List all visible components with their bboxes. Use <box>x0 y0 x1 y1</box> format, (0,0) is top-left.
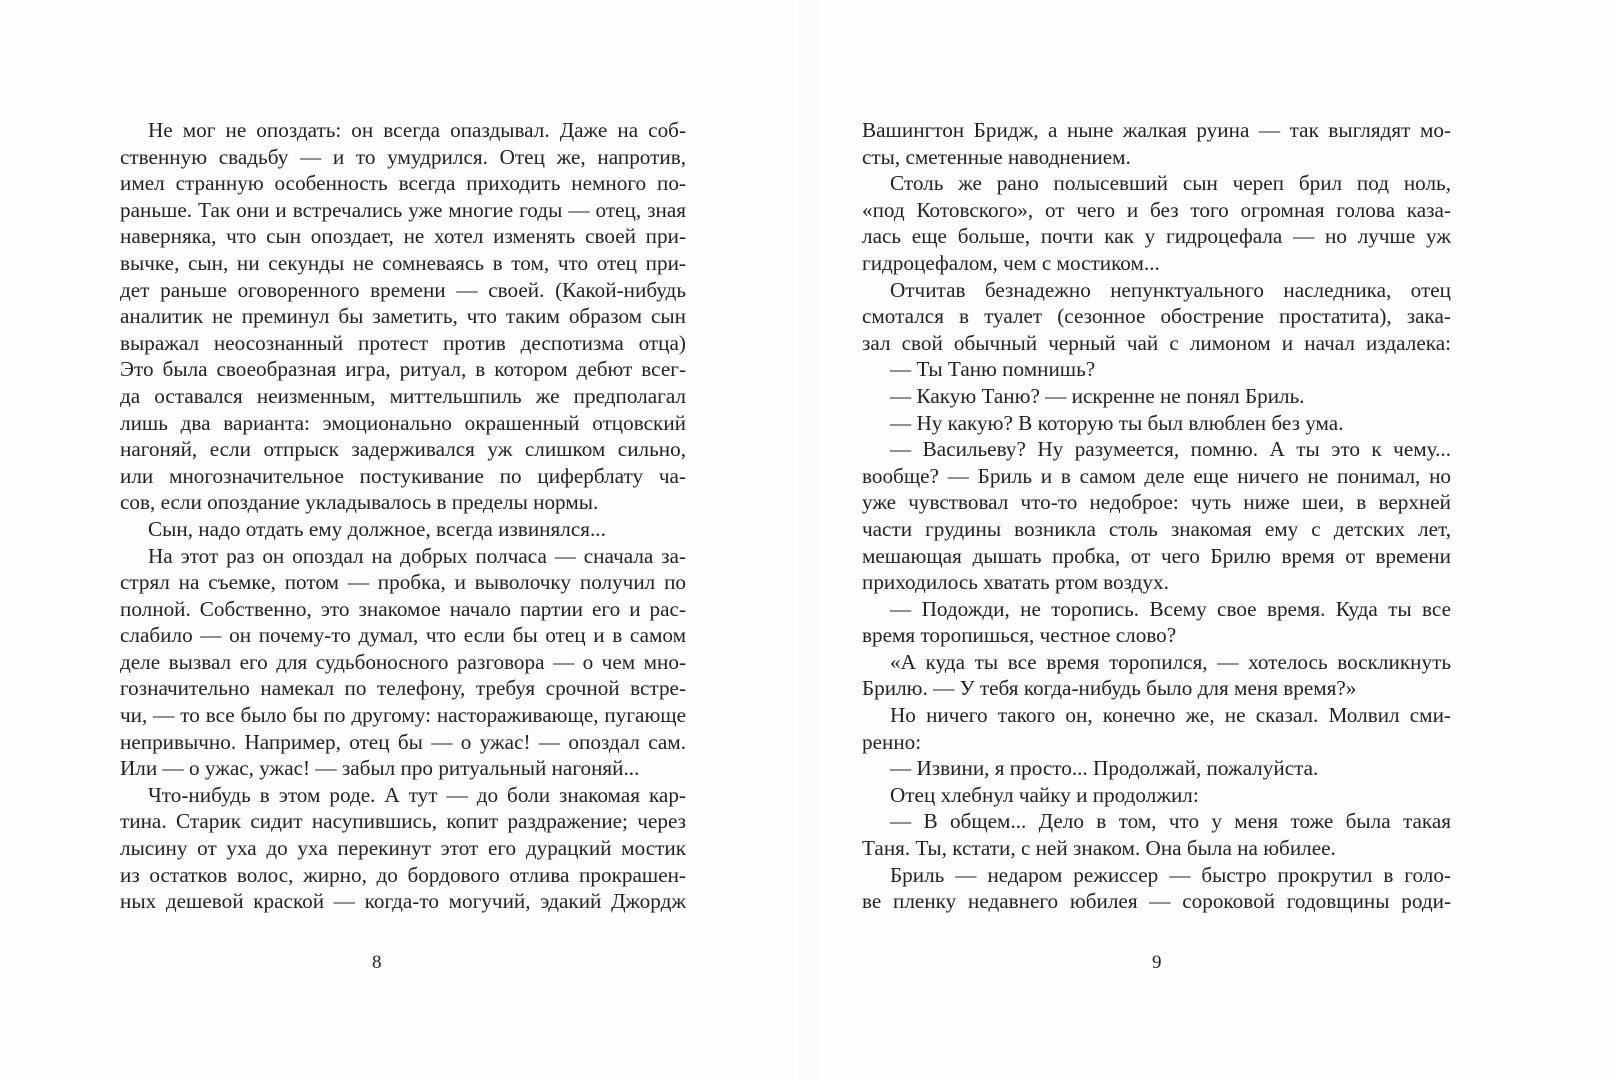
text-line: приходилось хватать ртом воздух. <box>862 570 1169 595</box>
text-line: — Извини, я просто... Продолжай, пожалуйста. <box>890 756 1319 781</box>
text-line: сов, если опоздание укладывалось в пределы нормы. <box>120 490 599 515</box>
text-line: из остатков волос, жирно, до бордового отлива прокрашен- <box>120 862 686 887</box>
text-line: «под Котовского», от чего и без того огромная голова каза- <box>862 197 1451 222</box>
text-line: Отчитав безнадежно непунктуального наследника, отец <box>890 277 1451 302</box>
text-line: гозначительно намекал по телефону, требуя срочной встре- <box>120 676 686 701</box>
text-line: слабило — он почему-то думал, что если бы отец и в самом <box>120 623 686 648</box>
text-line: Но ничего такого он, конечно же, не сказал. Молвил сми- <box>890 703 1451 728</box>
text-line: вычке, сын, ни секунды не сомневаясь в том, что отец при- <box>120 250 686 275</box>
text-line: — Какую Таню? — искренне не понял Бриль. <box>890 383 1305 408</box>
text-line: вообще? — Бриль и в самом деле еще ничего не понимал, но <box>862 463 1451 488</box>
text-line: На этот раз он опоздал на добрых полчаса — сначала за- <box>148 543 686 568</box>
text-line: ренно: <box>862 729 922 754</box>
text-line: Столь же рано полысевший сын череп брил под ноль, <box>890 171 1451 196</box>
text-line: да оставался неизменным, миттельшпиль же предполагал <box>120 383 686 408</box>
text-line: деле вызвал его для судьбоносного разговора — о чем мно- <box>120 649 686 674</box>
text-line: — Васильеву? Ну разумеется, помню. А ты это к чему... <box>890 437 1451 462</box>
text-line: мешающая дышать пробка, от чего Брилю время от времени <box>862 543 1451 568</box>
text-line: стрял на съемке, потом — пробка, и выволочку получил по <box>120 570 686 595</box>
text-line: ве пленку недавнего юбилея — сороковой годовщины роди- <box>862 889 1451 914</box>
text-line: лысину от уха до уха перекинут этот его дурацкий мостик <box>120 836 686 861</box>
text-line: Вашингтон Бридж, а ныне жалкая руина — так выглядят мо- <box>862 118 1451 142</box>
text-line: выражал неосознанный протест против деспотизма отца) <box>120 330 686 355</box>
text-line: — Ну какую? В которую ты был влюблен без ума. <box>890 410 1344 435</box>
text-line: смотался в туалет (сезонное обострение простатита), зака- <box>862 304 1451 329</box>
text-line: или многозначительное постукивание по циферблату ча- <box>120 463 686 488</box>
text-line: нагоняй, если отпрыск задерживался уж слишком сильно, <box>120 437 686 462</box>
page-number-right: 9 <box>1152 952 1162 973</box>
right-page <box>809 0 1618 1080</box>
text-line: тина. Старик сидит насупившись, копит раздражение; через <box>120 809 686 834</box>
left-page-text <box>120 117 686 915</box>
text-line: раньше. Так они и встречались уже многие годы — отец, зная <box>120 197 686 222</box>
text-line: Бриль — недаром режиссер — быстро прокрутил в голо- <box>890 862 1451 887</box>
text-line: непривычно. Например, отец бы — о ужас! — опоздал сам. <box>120 729 686 754</box>
text-line: Не мог не опоздать: он всегда опаздывал. Даже на соб- <box>148 118 686 142</box>
text-line: Отец хлебнул чайку и продолжил: <box>890 782 1199 807</box>
text-line: Или — о ужас, ужас! — забыл про ритуальный нагоняй... <box>120 756 640 781</box>
text-line: уже чувствовал что-то недоброе: чуть ниже шеи, в верхней <box>862 490 1451 515</box>
text-line: Это была своеобразная игра, ритуал, в котором дебют всег- <box>120 357 686 382</box>
page-number-left: 8 <box>372 952 382 973</box>
text-line: гидроцефалом, чем с мостиком... <box>862 250 1160 275</box>
text-line: «А куда ты все время торопился, — хотелось воскликнуть <box>890 649 1451 674</box>
text-line: время торопишься, честное слово? <box>862 623 1177 648</box>
text-line: Брилю. — У тебя когда-нибудь было для меня время?» <box>862 676 1357 701</box>
text-line: полной. Собственно, это знакомое начало партии его и рас- <box>120 596 686 621</box>
text-line: части грудины возникла столь знакомая ему с детских лет, <box>862 516 1451 541</box>
text-line: зал свой обычный черный чай с лимоном и начал издалека: <box>862 330 1451 355</box>
text-line: — В общем... Дело в том, что у меня тоже была такая <box>890 809 1451 834</box>
text-line: — Ты Таню помнишь? <box>890 357 1096 382</box>
text-line: чи, — то все было бы по другому: настораживающе, пугающе <box>120 703 686 728</box>
text-line: аналитик не преминул бы заметить, что таким образом сын <box>120 304 686 329</box>
text-line: лишь два варианта: эмоционально окрашенный отцовский <box>120 410 686 435</box>
text-line: сты, сметенные наводнением. <box>862 144 1131 169</box>
text-line: лась еще больше, почти как у гидроцефала — но лучше уж <box>862 224 1451 249</box>
text-line: наверняка, что сын опоздает, не хотел изменять своей при- <box>120 224 686 249</box>
text-line: дет раньше оговоренного времени — своей. (Какой-нибудь <box>120 277 686 302</box>
text-line: ных дешевой краской — когда-то могучий, эдакий Джордж <box>120 889 686 914</box>
text-line: Сын, надо отдать ему должное, всегда извинялся... <box>148 516 606 541</box>
right-page-text <box>862 117 1451 915</box>
text-line: имел странную особенность всегда приходить немного по- <box>120 171 686 196</box>
text-line: — Подожди, не торопись. Всему свое время. Куда ты все <box>890 596 1451 621</box>
text-line: Таня. Ты, кстати, с ней знаком. Она была на юбилее. <box>862 836 1336 861</box>
text-line: ственную свадьбу — и то умудрился. Отец же, напротив, <box>120 144 686 169</box>
text-line: Что-нибудь в этом роде. А тут — до боли знакомая кар- <box>148 782 686 807</box>
